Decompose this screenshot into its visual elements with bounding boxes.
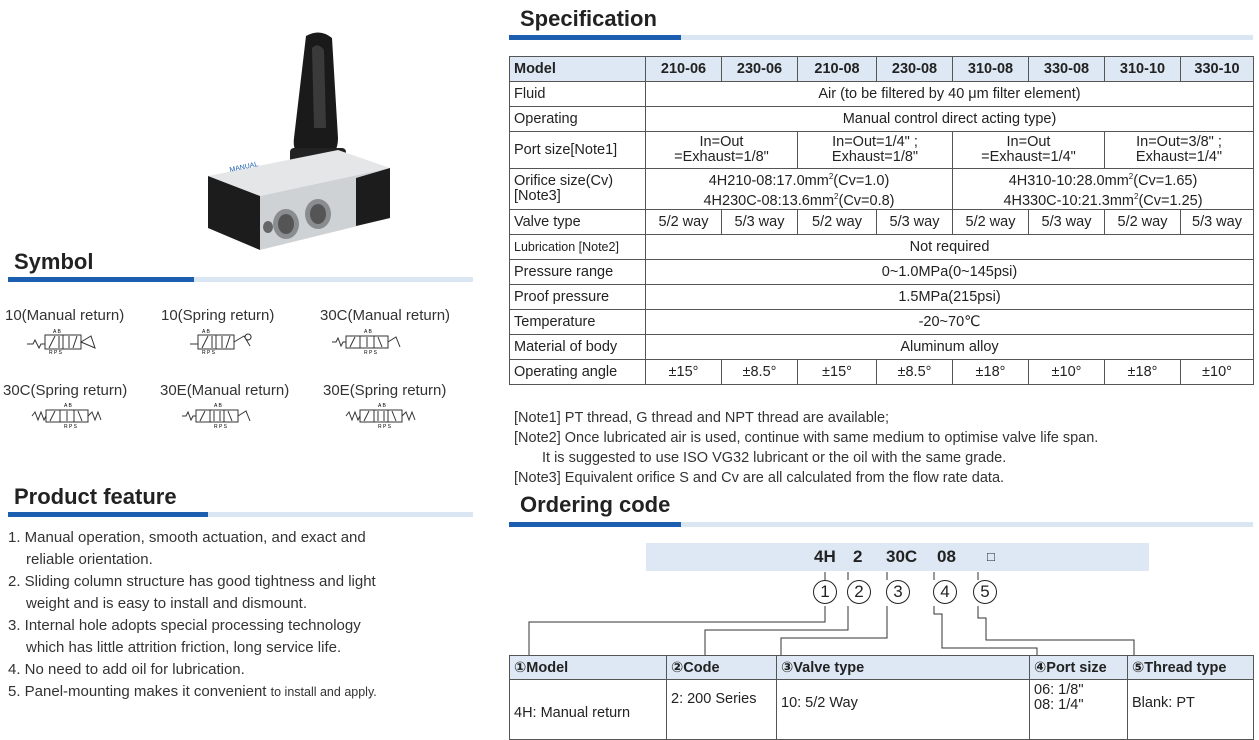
ordering-circle-2: 2 <box>847 580 871 604</box>
spec-value: $4H310-10:28.0mm^2(Cv=1.65)$ $4H330C-10:21.3mm^2(Cv=1.25)$ <box>953 169 1254 210</box>
ordering-header-valve-type: ③Valve type <box>777 656 1030 680</box>
feature-list <box>8 527 478 703</box>
symbol-label-30c-manual: 30C(Manual return) <box>320 307 451 324</box>
ordering-connector-lines <box>509 570 1253 656</box>
code-part-thread: □ <box>987 549 995 564</box>
symbol-label-10-manual: 10(Manual return) <box>5 307 125 324</box>
spec-value: In=Out=1/4" ; Exhaust=1/8" <box>798 132 953 169</box>
svg-text:R P S: R P S <box>64 424 77 430</box>
spec-row-operating <box>510 107 1254 132</box>
spec-value: ±8.5° <box>722 359 798 384</box>
svg-text:A B: A B <box>53 329 61 335</box>
spec-row-valve-type <box>510 209 1254 234</box>
symbol-heading: Symbol <box>14 249 94 274</box>
ordering-circle-1: 1 <box>813 580 837 604</box>
ordering-circle-4: 4 <box>933 580 957 604</box>
svg-text:A B: A B <box>64 403 72 409</box>
product-feature-heading: Product feature <box>14 484 177 509</box>
spec-value: Not required <box>646 234 1254 259</box>
spec-value: ±10° <box>1029 359 1105 384</box>
spec-value: 0~1.0MPa(0~145psi) <box>646 259 1254 284</box>
valve-symbol-10-spring-icon <box>188 328 262 354</box>
spec-value: In=Out =Exhaust=1/4" <box>953 132 1105 169</box>
feature-item: 4. No need to add oil for lubrication. <box>8 661 245 678</box>
spec-notes <box>514 408 1254 488</box>
svg-text:MANUAL: MANUAL <box>228 161 259 174</box>
spec-label: Port size[Note1] <box>510 132 646 169</box>
spec-label: Fluid <box>510 82 646 107</box>
spec-row-temperature <box>510 309 1254 334</box>
valve-symbol-30e-spring-icon <box>344 402 418 428</box>
specification-heading: Specification <box>520 6 657 31</box>
spec-row-lubrication <box>510 234 1254 259</box>
spec-value: 5/2 way <box>646 209 722 234</box>
ordering-port-value: 06: 1/8" 08: 1/4" <box>1030 680 1128 740</box>
spec-note: [Note2] Once lubricated air is used, continue with same medium to optimise valve life span. <box>514 430 1099 446</box>
valve-symbol-30e-manual-icon <box>180 402 254 428</box>
ordering-code-rule <box>509 522 1253 527</box>
valve-symbol-10-manual-icon <box>25 328 99 354</box>
spec-value: $4H210-08:17.0mm^2(Cv=1.0)$ $4H230C-08:13.6mm^2(Cv=0.8)$ <box>646 169 953 210</box>
spec-value: -20~70℃ <box>646 309 1254 334</box>
svg-text:R P S: R P S <box>364 350 377 356</box>
ordering-header-row <box>510 656 1254 680</box>
code-part-code: 2 <box>853 547 863 566</box>
spec-value: Aluminum alloy <box>646 334 1254 359</box>
spec-note: [Note1] PT thread, G thread and NPT thread are available; <box>514 410 890 426</box>
spec-row-pressure-range <box>510 259 1254 284</box>
spec-value: ±10° <box>1181 359 1254 384</box>
svg-text:A B: A B <box>202 329 210 335</box>
specification-rule <box>509 35 1253 40</box>
ordering-value-row <box>510 680 1254 740</box>
feature-item: 3. Internal hole adopts special processing technology which has little attrition friction, long service life. <box>8 617 361 656</box>
symbol-label-10-spring: 10(Spring return) <box>161 307 275 324</box>
spec-value: ±8.5° <box>877 359 953 384</box>
ordering-valve-value: 10: 5/2 Way <box>777 680 1030 740</box>
symbol-label-30c-spring: 30C(Spring return) <box>3 382 128 399</box>
ordering-model-value: 4H: Manual return <box>510 680 667 740</box>
svg-text:R P S: R P S <box>214 424 227 430</box>
spec-model-col: 330-08 <box>1029 57 1105 82</box>
spec-value: ±18° <box>953 359 1029 384</box>
spec-value: 5/3 way <box>1029 209 1105 234</box>
spec-label: Orifice size(Cv) [Note3] <box>510 169 646 210</box>
spec-value: In=Out=3/8" ; Exhaust=1/4" <box>1105 132 1254 169</box>
spec-note: It is suggested to use ISO VG32 lubricant or the oil with the same grade. <box>542 450 1007 466</box>
spec-model-col: 330-10 <box>1181 57 1254 82</box>
ordering-header-code: ②Code <box>667 656 777 680</box>
feature-item: 1. Manual operation, smooth actuation, and exact and reliable orientation. <box>8 529 366 568</box>
specification-table <box>509 56 1254 385</box>
ordering-code-heading: Ordering code <box>520 492 671 517</box>
valve-symbol-30c-spring-icon <box>30 402 104 428</box>
symbol-label-30e-manual: 30E(Manual return) <box>160 382 290 399</box>
spec-value: ±15° <box>646 359 722 384</box>
spec-value: 5/2 way <box>798 209 877 234</box>
spec-value: 5/3 way <box>1181 209 1254 234</box>
spec-row-port-size <box>510 132 1254 169</box>
spec-label: Material of body <box>510 334 646 359</box>
feature-item: 5. Panel-mounting makes it convenient to install and apply. <box>8 683 377 700</box>
spec-label: Valve type <box>510 209 646 234</box>
spec-value: ±15° <box>798 359 877 384</box>
ordering-header-model: ①Model <box>510 656 667 680</box>
spec-header-row <box>510 57 1254 82</box>
symbol-label-30e-spring: 30E(Spring return) <box>323 382 447 399</box>
spec-row-fluid <box>510 82 1254 107</box>
valve-symbol-30c-manual-icon <box>330 328 404 354</box>
spec-label: Lubrication [Note2] <box>510 234 646 259</box>
spec-row-orifice <box>510 169 1254 210</box>
svg-text:A B: A B <box>364 329 372 335</box>
ordering-code-value: 2: 200 Series <box>667 680 777 740</box>
spec-value: 5/2 way <box>953 209 1029 234</box>
spec-header-model: Model <box>510 57 646 82</box>
code-part-series: 4H <box>814 547 836 566</box>
spec-label: Operating angle <box>510 359 646 384</box>
spec-model-col: 210-08 <box>798 57 877 82</box>
spec-row-operating-angle <box>510 359 1254 384</box>
ordering-table <box>509 655 1254 740</box>
spec-value: In=Out =Exhaust=1/8" <box>646 132 798 169</box>
spec-value: 5/2 way <box>1105 209 1181 234</box>
svg-text:R P S: R P S <box>202 350 215 356</box>
spec-label: Temperature <box>510 309 646 334</box>
ordering-header-thread-type: ⑤Thread type <box>1128 656 1254 680</box>
spec-model-col: 230-06 <box>722 57 798 82</box>
spec-label: Pressure range <box>510 259 646 284</box>
product-image <box>178 28 398 253</box>
code-part-port-size: 08 <box>937 547 956 566</box>
svg-text:A B: A B <box>214 403 222 409</box>
spec-model-col: 310-08 <box>953 57 1029 82</box>
spec-model-col: 230-08 <box>877 57 953 82</box>
spec-label: Proof pressure <box>510 284 646 309</box>
ordering-circle-5: 5 <box>973 580 997 604</box>
ordering-header-port-size: ④Port size <box>1030 656 1128 680</box>
spec-value: Air (to be filtered by 40 μm filter element) <box>646 82 1254 107</box>
code-part-valve-type: 30C <box>886 547 918 566</box>
spec-note: [Note3] Equivalent orifice S and Cv are all calculated from the flow rate data. <box>514 470 1005 486</box>
svg-text:R P S: R P S <box>49 350 62 356</box>
feature-item: 2. Sliding column structure has good tightness and light weight and is easy to install and dismount. <box>8 573 376 612</box>
spec-label: Operating <box>510 107 646 132</box>
svg-text:R P S: R P S <box>378 424 391 430</box>
spec-value: ±18° <box>1105 359 1181 384</box>
spec-model-col: 210-06 <box>646 57 722 82</box>
spec-row-proof-pressure <box>510 284 1254 309</box>
spec-model-col: 310-10 <box>1105 57 1181 82</box>
spec-value: 1.5MPa(215psi) <box>646 284 1254 309</box>
spec-value: 5/3 way <box>722 209 798 234</box>
ordering-circle-3: 3 <box>886 580 910 604</box>
svg-text:A B: A B <box>378 403 386 409</box>
symbol-heading-rule <box>8 277 473 282</box>
spec-value: 5/3 way <box>877 209 953 234</box>
ordering-thread-value: Blank: PT <box>1128 680 1254 740</box>
spec-row-material <box>510 334 1254 359</box>
product-feature-rule <box>8 512 473 517</box>
spec-value: Manual control direct acting type) <box>646 107 1254 132</box>
